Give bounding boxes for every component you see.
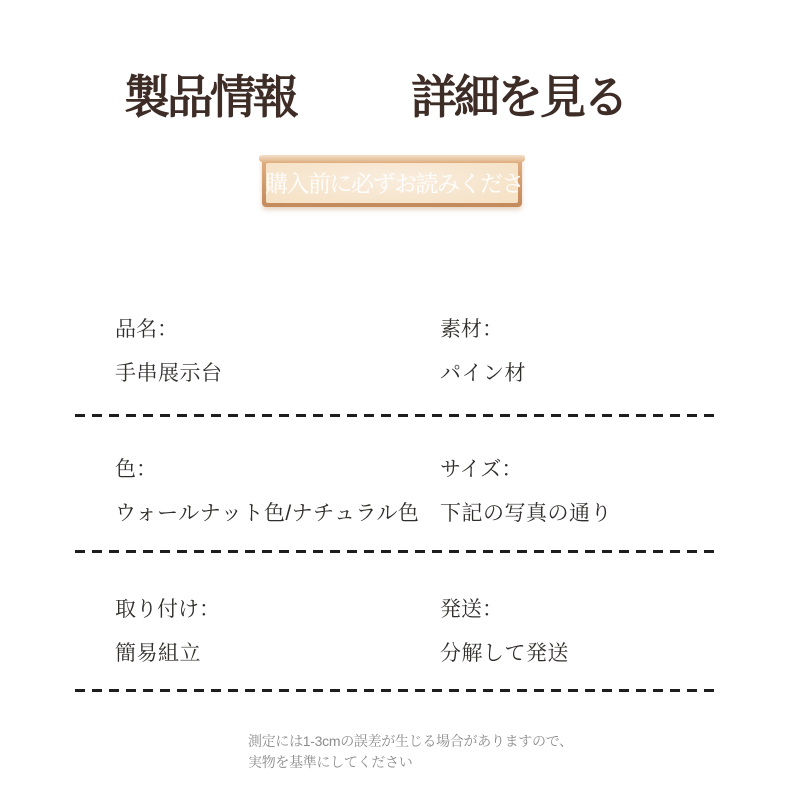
measurement-note [248, 731, 573, 773]
size-value: 下記の写真の通り [440, 502, 612, 525]
material-label: 素材： [440, 318, 503, 341]
product-name-label: 品名： [115, 318, 178, 341]
color-label: 色： [115, 458, 157, 481]
section-title-see-details: 詳細を見る [411, 71, 626, 123]
banner-notice-text: 購入前に必ずお読みください [265, 170, 545, 197]
size-cell [440, 456, 612, 527]
product-name-cell [115, 316, 223, 387]
assembly-label: 取り付け： [115, 598, 220, 621]
assembly-value: 簡易組立 [115, 642, 201, 665]
material-cell [440, 316, 526, 387]
notice-banner [262, 157, 545, 207]
assembly-cell [115, 596, 220, 667]
shipping-label: 発送： [440, 598, 503, 621]
size-label: サイズ： [440, 458, 523, 481]
row-divider-1 [75, 414, 717, 417]
banner-top-edge [259, 155, 525, 162]
product-name-value: 手串展示台 [115, 362, 223, 385]
measurement-note-line-1: 測定には1-3cmの誤差が生じる場合がありますので、 [248, 733, 573, 749]
color-value: ウォールナット色/ナチュラル色 [115, 502, 420, 525]
shipping-value: 分解して発送 [440, 642, 569, 665]
material-value: パイン材 [440, 362, 526, 385]
row-divider-2 [75, 550, 717, 553]
row-divider-3 [75, 689, 717, 692]
color-cell [115, 456, 419, 527]
shipping-cell [440, 596, 569, 667]
section-title-product-info: 製品情報 [124, 71, 296, 123]
measurement-note-line-2: 実物を基準にしてください [248, 754, 413, 770]
